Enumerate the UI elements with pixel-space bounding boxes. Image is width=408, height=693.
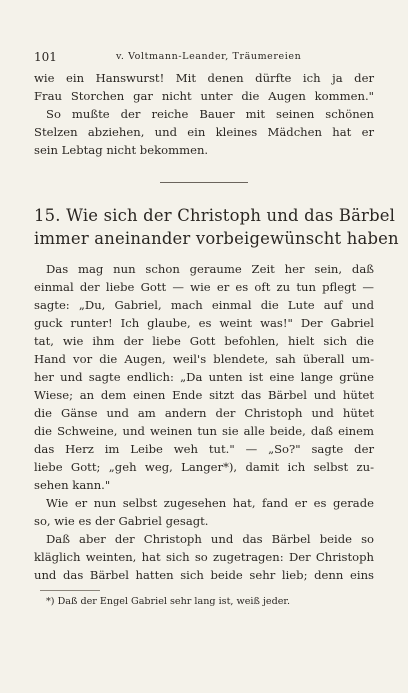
text-line: Wie er nun selbst zugesehen hat, fand er es gerade (46, 496, 374, 510)
text-line: her und sagte endlich: „Da unten ist eine lange grüne (34, 370, 374, 384)
text-line: wie ein Hanswurst! Mit denen dürfte ich ja der (34, 71, 374, 85)
text-line: die Gänse und am andern der Christoph und hütet (34, 406, 374, 420)
text-line: die Schweine, und weinen tun sie alle beide, daß einem (34, 424, 374, 438)
text-line: guck runter! Ich glaube, es weint was!" Der Gabriel (34, 316, 374, 330)
text-line: so, wie es der Gabriel gesagt. (34, 514, 209, 528)
text-line: Hand vor die Augen, weil's blendete, sah überall um- (34, 352, 374, 366)
text-line: Stelzen abziehen, und ein kleines Mädchen hat er (34, 125, 374, 139)
text-line: So mußte der reiche Bauer mit seinen schönen (46, 107, 374, 121)
section-divider (160, 182, 248, 183)
text-line: Das mag nun schon geraume Zeit her sein, daß (46, 262, 374, 276)
text-line: sehen kann." (34, 478, 111, 492)
text-line: Wiese; an dem einen Ende sitzt das Bärbel und hütet (34, 388, 374, 402)
footnote: *) Daß der Engel Gabriel sehr lang ist, weiß jeder. (46, 596, 290, 607)
chapter-title-line: immer aneinander vorbeigewünscht haben (34, 229, 399, 248)
text-line: sein Lebtag nicht bekommen. (34, 143, 209, 157)
text-line: und das Bärbel hatten sich beide sehr lieb; denn eins (34, 568, 374, 582)
text-line: das Herz im Leibe weh tut." — „So?" sagte der (34, 442, 374, 456)
text-line: Frau Storchen gar nicht unter die Augen kommen." (34, 89, 374, 103)
page-number: 101 (34, 50, 57, 64)
text-line: tat, wie ihm der liebe Gott befohlen, hielt sich die (34, 334, 374, 348)
footnote-divider (40, 590, 100, 591)
text-line: liebe Gott; „geh weg, Langer*), damit ich selbst zu- (34, 460, 374, 474)
text-line: sagte: „Du, Gabriel, mach einmal die Lute auf und (34, 298, 374, 312)
running-head: v. Voltmann-Leander, Träumereien (116, 51, 302, 62)
chapter-title-line: 15. Wie sich der Christoph und das Bärbel (34, 206, 396, 225)
text-line: Daß aber der Christoph und das Bärbel beide so (46, 532, 374, 546)
text-line: kläglich weinten, hat sich so zugetragen: Der Christoph (34, 550, 374, 564)
text-line: einmal der liebe Gott — wie er es oft zu tun pflegt — (34, 280, 374, 294)
page-header (34, 50, 374, 64)
